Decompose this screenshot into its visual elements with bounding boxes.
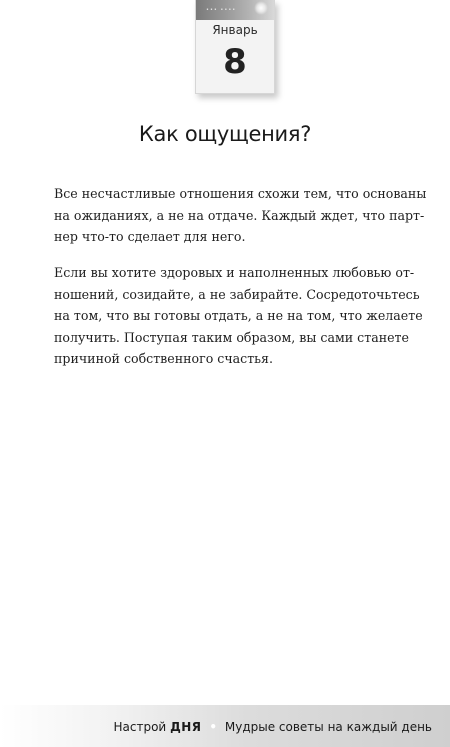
paragraph-line: получить. Поступая таким образом, вы сами станете [54,329,409,345]
paragraph-1 [54,183,427,248]
light-flare-icon [254,1,268,15]
paragraph-2 [54,262,423,370]
calendar-header-strip [196,0,274,20]
calendar-page [195,0,275,94]
paragraph-line: нер что-то сделает для него. [54,229,246,244]
footer-brand-prefix: Настрой [113,720,167,734]
paragraph-line: причиной собственного счастья. [54,351,273,366]
page-footer [0,705,450,747]
calendar-month: Январь [212,23,258,37]
footer-separator: • [209,720,218,734]
calendar-strip-marks: ••• •••• [206,7,237,13]
page-title: Как ощущения? [138,122,312,146]
paragraph-line: на том, что вы готовы отдать, а не на том, что желаете [54,308,423,323]
footer-running-title [114,720,433,734]
paragraph-line: Все несчастливые отношения схожи тем, что основаны [54,186,427,201]
paragraph-line: на ожиданиях, а не на отдаче. Каждый ждет, что парт- [54,207,425,223]
footer-brand-strong: ДНЯ [170,720,202,734]
paragraph-line: ношений, созидайте, а не забирайте. Сосредоточьтесь [54,286,420,302]
footer-subtitle: Мудрые советы на каждый день [224,720,432,734]
paragraph-line: Если вы хотите здоровых и наполненных любовью от- [54,265,415,280]
calendar-day-number: 8 [223,42,247,82]
